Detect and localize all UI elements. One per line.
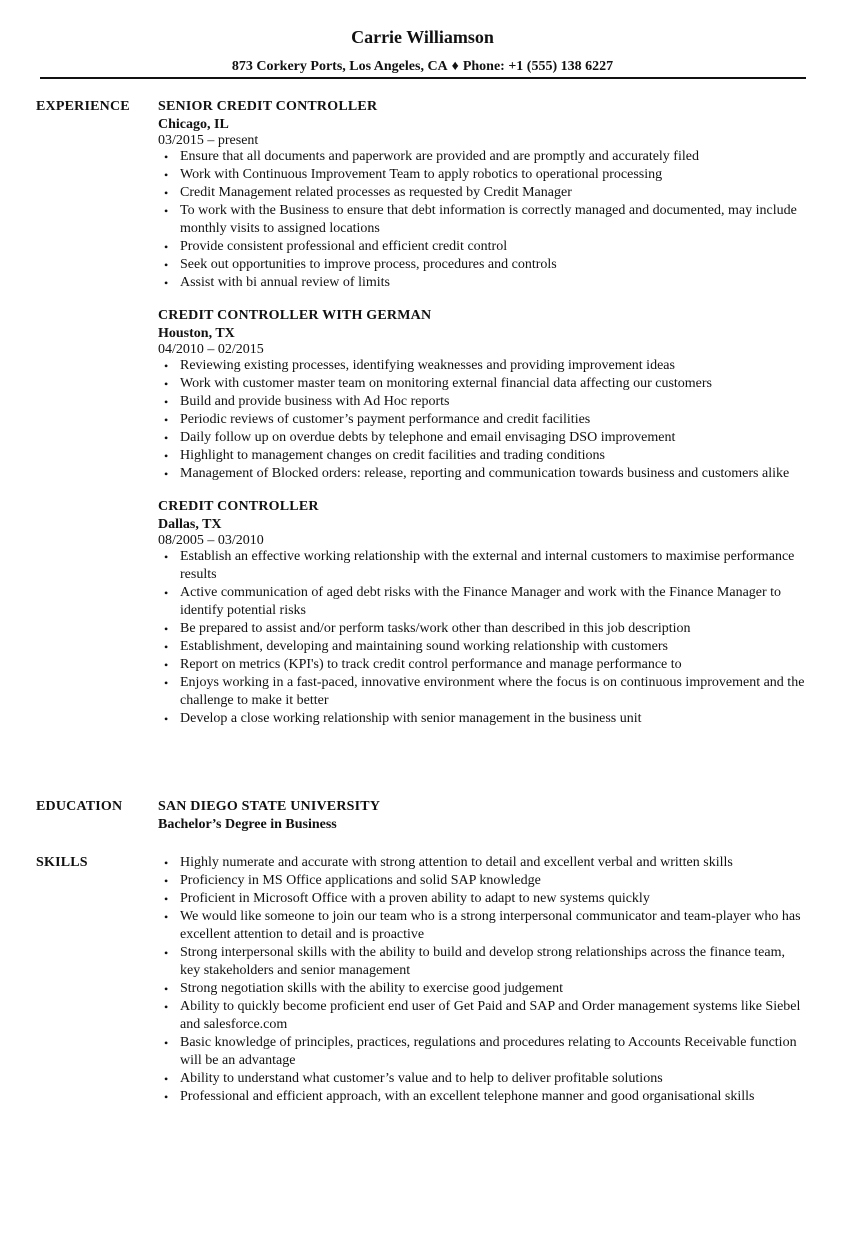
bullet-text: Ensure that all documents and paperwork are provided and are promptly and accurately filed xyxy=(180,149,699,164)
bullet-text: Work with Continuous Improvement Team to apply robotics to operational processing xyxy=(180,167,663,182)
job-title: SENIOR CREDIT CONTROLLER xyxy=(158,99,378,114)
bullet-icon: • xyxy=(164,413,169,427)
skills-list xyxy=(158,854,808,1106)
section-label-education: EDUCATION xyxy=(36,799,123,814)
bullet-icon: • xyxy=(164,186,169,200)
job-dates: 04/2010 – 02/2015 xyxy=(158,342,264,357)
bullet-item xyxy=(158,620,808,638)
skill-text: Ability to understand what customer’s value and to help to deliver profitable solutions xyxy=(180,1071,663,1086)
bullet-icon: • xyxy=(164,240,169,254)
experience-list xyxy=(158,98,808,743)
bullet-icon: • xyxy=(164,431,169,445)
skill-item xyxy=(158,1070,808,1088)
phone: Phone: +1 (555) 138 6227 xyxy=(462,59,614,74)
skill-item xyxy=(158,890,808,908)
bullet-item xyxy=(158,357,808,375)
bullet-item xyxy=(158,429,808,447)
bullet-item xyxy=(158,674,808,710)
bullet-icon: • xyxy=(164,946,169,960)
bullet-icon: • xyxy=(164,1000,169,1014)
bullet-icon: • xyxy=(164,658,169,672)
bullet-text: Develop a close working relationship with senior management in the business unit xyxy=(180,711,642,726)
job-entry xyxy=(158,307,808,483)
bullet-text: Management of Blocked orders: release, reporting and communication towards business and customers alike xyxy=(180,466,790,481)
bullet-icon: • xyxy=(164,1036,169,1050)
skill-text: Strong negotiation skills with the ability to exercise good judgement xyxy=(180,981,563,996)
skill-item xyxy=(158,854,808,872)
bullet-item xyxy=(158,148,808,166)
bullet-text: Provide consistent professional and efficient credit control xyxy=(180,239,508,254)
bullet-icon: • xyxy=(164,449,169,463)
bullet-text: To work with the Business to ensure that debt information is correctly managed and documented, may include monthly visits to assigned locations xyxy=(180,203,797,236)
skill-item xyxy=(158,980,808,998)
bullet-icon: • xyxy=(164,892,169,906)
bullet-text: Seek out opportunities to improve process, procedures and controls xyxy=(180,257,557,272)
bullet-item xyxy=(158,274,808,292)
bullet-text: Work with customer master team on monitoring external financial data affecting our customers xyxy=(180,376,712,391)
job-bullets xyxy=(158,148,808,292)
bullet-item xyxy=(158,465,808,483)
degree: Bachelor’s Degree in Business xyxy=(158,817,337,832)
bullet-item xyxy=(158,184,808,202)
skill-text: Professional and efficient approach, with an excellent telephone manner and good organisational skills xyxy=(180,1089,755,1104)
bullet-icon: • xyxy=(164,622,169,636)
bullet-icon: • xyxy=(164,676,169,690)
bullet-text: Daily follow up on overdue debts by telephone and email envisaging DSO improvement xyxy=(180,430,676,445)
job-entry xyxy=(158,98,808,292)
bullet-icon: • xyxy=(164,1072,169,1086)
bullet-item xyxy=(158,375,808,393)
job-title: CREDIT CONTROLLER WITH GERMAN xyxy=(158,308,432,323)
bullet-icon: • xyxy=(164,982,169,996)
bullet-icon: • xyxy=(164,276,169,290)
bullet-text: Reviewing existing processes, identifying weaknesses and providing improvement ideas xyxy=(180,358,675,373)
bullet-icon: • xyxy=(164,640,169,654)
bullet-icon: • xyxy=(164,168,169,182)
skill-text: We would like someone to join our team who is a strong interpersonal communicator and team-player who has excellent attention to detail and is proactive xyxy=(180,909,801,942)
bullet-item xyxy=(158,238,808,256)
bullet-icon: • xyxy=(164,395,169,409)
skill-text: Strong interpersonal skills with the ability to build and develop strong relationships across the finance team, key stakeholders and senior management xyxy=(180,945,785,978)
bullet-item xyxy=(158,584,808,620)
bullet-icon: • xyxy=(164,856,169,870)
bullet-item xyxy=(158,710,808,728)
bullet-icon: • xyxy=(164,586,169,600)
bullet-text: Be prepared to assist and/or perform tasks/work other than described in this job description xyxy=(180,621,691,636)
section-label-skills: SKILLS xyxy=(36,855,88,870)
bullet-icon: • xyxy=(164,377,169,391)
contact-line xyxy=(0,58,845,76)
bullet-item xyxy=(158,166,808,184)
job-location: Dallas, TX xyxy=(158,517,222,532)
bullet-text: Active communication of aged debt risks with the Finance Manager and work with the Finance Manager to identify potential risks xyxy=(180,585,782,618)
skills-list-wrap xyxy=(158,854,808,1106)
bullet-text: Establish an effective working relationship with the external and internal customers to maximise performance results xyxy=(180,549,795,582)
bullet-text: Enjoys working in a fast-paced, innovative environment where the focus is on continuous improvement and the challenge to make it better xyxy=(180,675,805,708)
bullet-item xyxy=(158,411,808,429)
bullet-icon: • xyxy=(164,910,169,924)
job-dates: 03/2015 – present xyxy=(158,133,259,148)
skill-text: Highly numerate and accurate with strong attention to detail and excellent verbal and written skills xyxy=(180,855,733,870)
bullet-item xyxy=(158,656,808,674)
bullet-item xyxy=(158,202,808,238)
bullet-icon: • xyxy=(164,550,169,564)
job-location: Houston, TX xyxy=(158,326,235,341)
bullet-icon: • xyxy=(164,204,169,218)
bullet-icon: • xyxy=(164,712,169,726)
skill-item xyxy=(158,998,808,1034)
header-divider xyxy=(40,77,806,79)
bullet-text: Periodic reviews of customer’s payment performance and credit facilities xyxy=(180,412,591,427)
bullet-text: Establishment, developing and maintaining sound working relationship with customers xyxy=(180,639,668,654)
bullet-item xyxy=(158,548,808,584)
address: 873 Corkery Ports, Los Angeles, CA xyxy=(231,59,448,74)
bullet-item xyxy=(158,256,808,274)
job-entry xyxy=(158,498,808,728)
bullet-text: Assist with bi annual review of limits xyxy=(180,275,390,290)
section-label-experience: EXPERIENCE xyxy=(36,99,130,114)
job-title: CREDIT CONTROLLER xyxy=(158,499,319,514)
bullet-icon: • xyxy=(164,258,169,272)
skill-item xyxy=(158,872,808,890)
skill-item xyxy=(158,1088,808,1106)
diamond-separator-icon: ♦ xyxy=(451,59,459,74)
job-bullets xyxy=(158,357,808,483)
job-bullets xyxy=(158,548,808,728)
bullet-icon: • xyxy=(164,874,169,888)
bullet-icon: • xyxy=(164,1090,169,1104)
skill-text: Proficient in Microsoft Office with a proven ability to adapt to new systems quickly xyxy=(180,891,650,906)
job-location: Chicago, IL xyxy=(158,117,229,132)
skill-item xyxy=(158,908,808,944)
bullet-item xyxy=(158,393,808,411)
job-dates: 08/2005 – 03/2010 xyxy=(158,533,264,548)
bullet-item xyxy=(158,447,808,465)
skill-text: Basic knowledge of principles, practices, regulations and procedures relating to Accounts Receivable function will be an advantage xyxy=(180,1035,797,1068)
education-entry xyxy=(158,798,808,834)
bullet-icon: • xyxy=(164,150,169,164)
bullet-text: Highlight to management changes on credit facilities and trading conditions xyxy=(180,448,605,463)
skill-text: Ability to quickly become proficient end user of Get Paid and SAP and Order management systems like Siebel and salesforce.com xyxy=(180,999,801,1032)
bullet-icon: • xyxy=(164,467,169,481)
skill-text: Proficiency in MS Office applications and solid SAP knowledge xyxy=(180,873,541,888)
bullet-icon: • xyxy=(164,359,169,373)
bullet-text: Report on metrics (KPI's) to track credit control performance and manage performance to xyxy=(180,657,682,672)
bullet-text: Build and provide business with Ad Hoc reports xyxy=(180,394,450,409)
skill-item xyxy=(158,944,808,980)
bullet-text: Credit Management related processes as requested by Credit Manager xyxy=(180,185,572,200)
bullet-item xyxy=(158,638,808,656)
skill-item xyxy=(158,1034,808,1070)
school-name: SAN DIEGO STATE UNIVERSITY xyxy=(158,799,381,814)
candidate-name: Carrie Williamson xyxy=(351,27,494,47)
